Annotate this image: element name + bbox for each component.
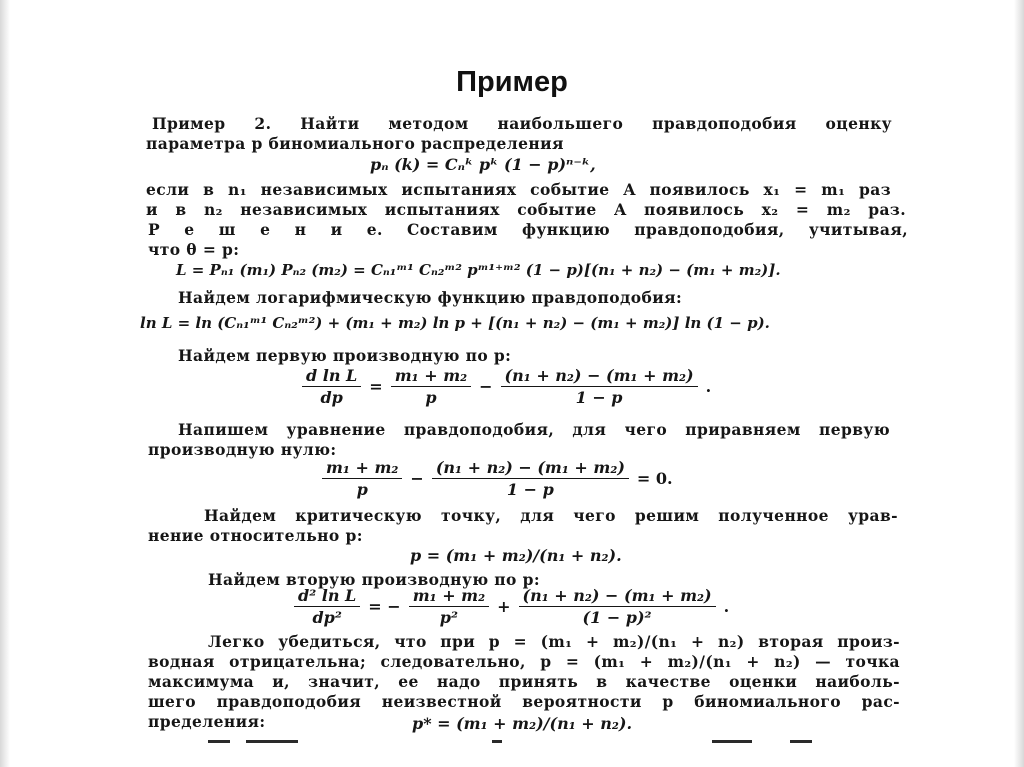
critical-point-formula: p = (m₁ + m₂)/(n₁ + n₂).: [410, 546, 622, 565]
cropped-next-line-fragment: [246, 740, 298, 743]
d2-term2-denominator: (1 − p)²: [582, 608, 652, 627]
binomial-formula: pₙ (k) = Cₙᵏ pᵏ (1 − p)ⁿ⁻ᵏ,: [370, 155, 596, 174]
first-derivative-heading: Найдем первую производную по p:: [178, 346, 512, 365]
cropped-next-line-fragment: [790, 740, 812, 743]
cropped-next-line-fragment: [712, 740, 752, 743]
log-function-heading: Найдем логарифмическую функцию правдоподобия:: [178, 288, 683, 307]
d2-term2-numerator: (n₁ + n₂) − (m₁ + m₂): [519, 586, 716, 607]
d1-equals: =: [369, 377, 383, 396]
first-derivative-formula: [298, 366, 715, 407]
eq-term2-denominator: 1 − p: [506, 480, 554, 499]
d2-term1-denominator: p²: [439, 608, 458, 627]
d2-lhs-denominator: dp²: [312, 608, 342, 627]
d1-term1-fraction: [391, 366, 471, 407]
solution-line2: что θ = p:: [148, 240, 240, 259]
d1-term2-numerator: (n₁ + n₂) − (m₁ + m₂): [501, 366, 698, 387]
eq-minus: −: [410, 469, 424, 488]
slide-title: Пример: [456, 66, 568, 98]
conclusion-line3: максимума и, значит, ее надо принять в качестве оценки наиболь-: [148, 672, 900, 691]
d1-term1-numerator: m₁ + m₂: [391, 366, 471, 387]
d1-period: .: [705, 377, 712, 396]
d2-lhs-fraction: [294, 586, 360, 627]
cropped-next-line-fragment: [492, 740, 502, 743]
likelihood-equation-formula: [318, 458, 677, 499]
d1-minus: −: [479, 377, 493, 396]
example-heading-line2: параметра p биномиального распределения: [146, 134, 564, 153]
equation-line1: Напишем уравнение правдоподобия, для чего приравняем первую: [178, 420, 890, 439]
critical-point-line2: нение относительно p:: [148, 526, 363, 545]
d1-lhs-fraction: [302, 366, 361, 407]
eq-term1-denominator: p: [356, 480, 368, 499]
solution-line1: Р е ш е н и е. Составим функцию правдоподобия, учитывая,: [148, 220, 908, 239]
d1-term1-denominator: p: [425, 388, 437, 407]
log-likelihood-formula: ln L = ln (Cₙ₁ᵐ¹ Cₙ₂ᵐ²) + (m₁ + m₂) ln p + [(n₁ + n₂) − (m₁ + m₂)] ln (1 − p).: [140, 314, 770, 332]
critical-point-line1: Найдем критическую точку, для чего решим полученное урав-: [204, 506, 898, 525]
slide-right-edge-shadow: [1014, 0, 1024, 767]
final-estimate-formula: p* = (m₁ + m₂)/(n₁ + n₂).: [412, 714, 633, 733]
eq-equals-zero: = 0.: [636, 469, 673, 488]
conclusion-line1: Легко убедиться, что при p = (m₁ + m₂)/(n₁ + n₂) вторая произ-: [208, 632, 900, 651]
d2-term2-fraction: [519, 586, 716, 627]
d2-lhs-numerator: d² ln L: [294, 586, 360, 607]
d2-term1-fraction: [409, 586, 489, 627]
d1-term2-fraction: [501, 366, 698, 407]
second-derivative-heading: Найдем вторую производную по p:: [208, 570, 540, 589]
conclusion-line5: пределения:: [148, 712, 266, 731]
conclusion-line2: водная отрицательна; следовательно, p = (m₁ + m₂)/(n₁ + n₂) — точка: [148, 652, 900, 671]
d2-term1-numerator: m₁ + m₂: [409, 586, 489, 607]
d2-period: .: [723, 597, 730, 616]
slide-left-edge-shadow: [0, 0, 10, 767]
d1-lhs-denominator: dp: [320, 388, 343, 407]
eq-term1-numerator: m₁ + m₂: [322, 458, 402, 479]
d1-term2-denominator: 1 − p: [575, 388, 623, 407]
condition-line1: если в n₁ независимых испытаниях событие A появилось x₁ = m₁ раз: [146, 180, 891, 199]
second-derivative-formula: [290, 586, 733, 627]
condition-line2: и в n₂ независимых испытаниях событие A появилось x₂ = m₂ раз.: [146, 200, 906, 219]
conclusion-line4: шего правдоподобия неизвестной вероятности p биномиального рас-: [148, 692, 900, 711]
scanned-textbook-page: [138, 108, 908, 758]
eq-term2-numerator: (n₁ + n₂) − (m₁ + m₂): [432, 458, 629, 479]
d1-lhs-numerator: d ln L: [302, 366, 361, 387]
eq-term2-fraction: [432, 458, 629, 499]
d2-equals-minus: = −: [368, 597, 401, 616]
likelihood-formula: L = Pₙ₁ (m₁) Pₙ₂ (m₂) = Cₙ₁ᵐ¹ Cₙ₂ᵐ² pᵐ¹⁺ᵐ² (1 − p)[(n₁ + n₂) − (m₁ + m₂)].: [176, 261, 781, 279]
d2-plus: +: [497, 597, 511, 616]
cropped-next-line-fragment: [208, 740, 230, 743]
eq-term1-fraction: [322, 458, 402, 499]
equation-line2: производную нулю:: [148, 440, 337, 459]
example-heading-line1: Пример 2. Найти методом наибольшего правдоподобия оценку: [152, 114, 892, 133]
